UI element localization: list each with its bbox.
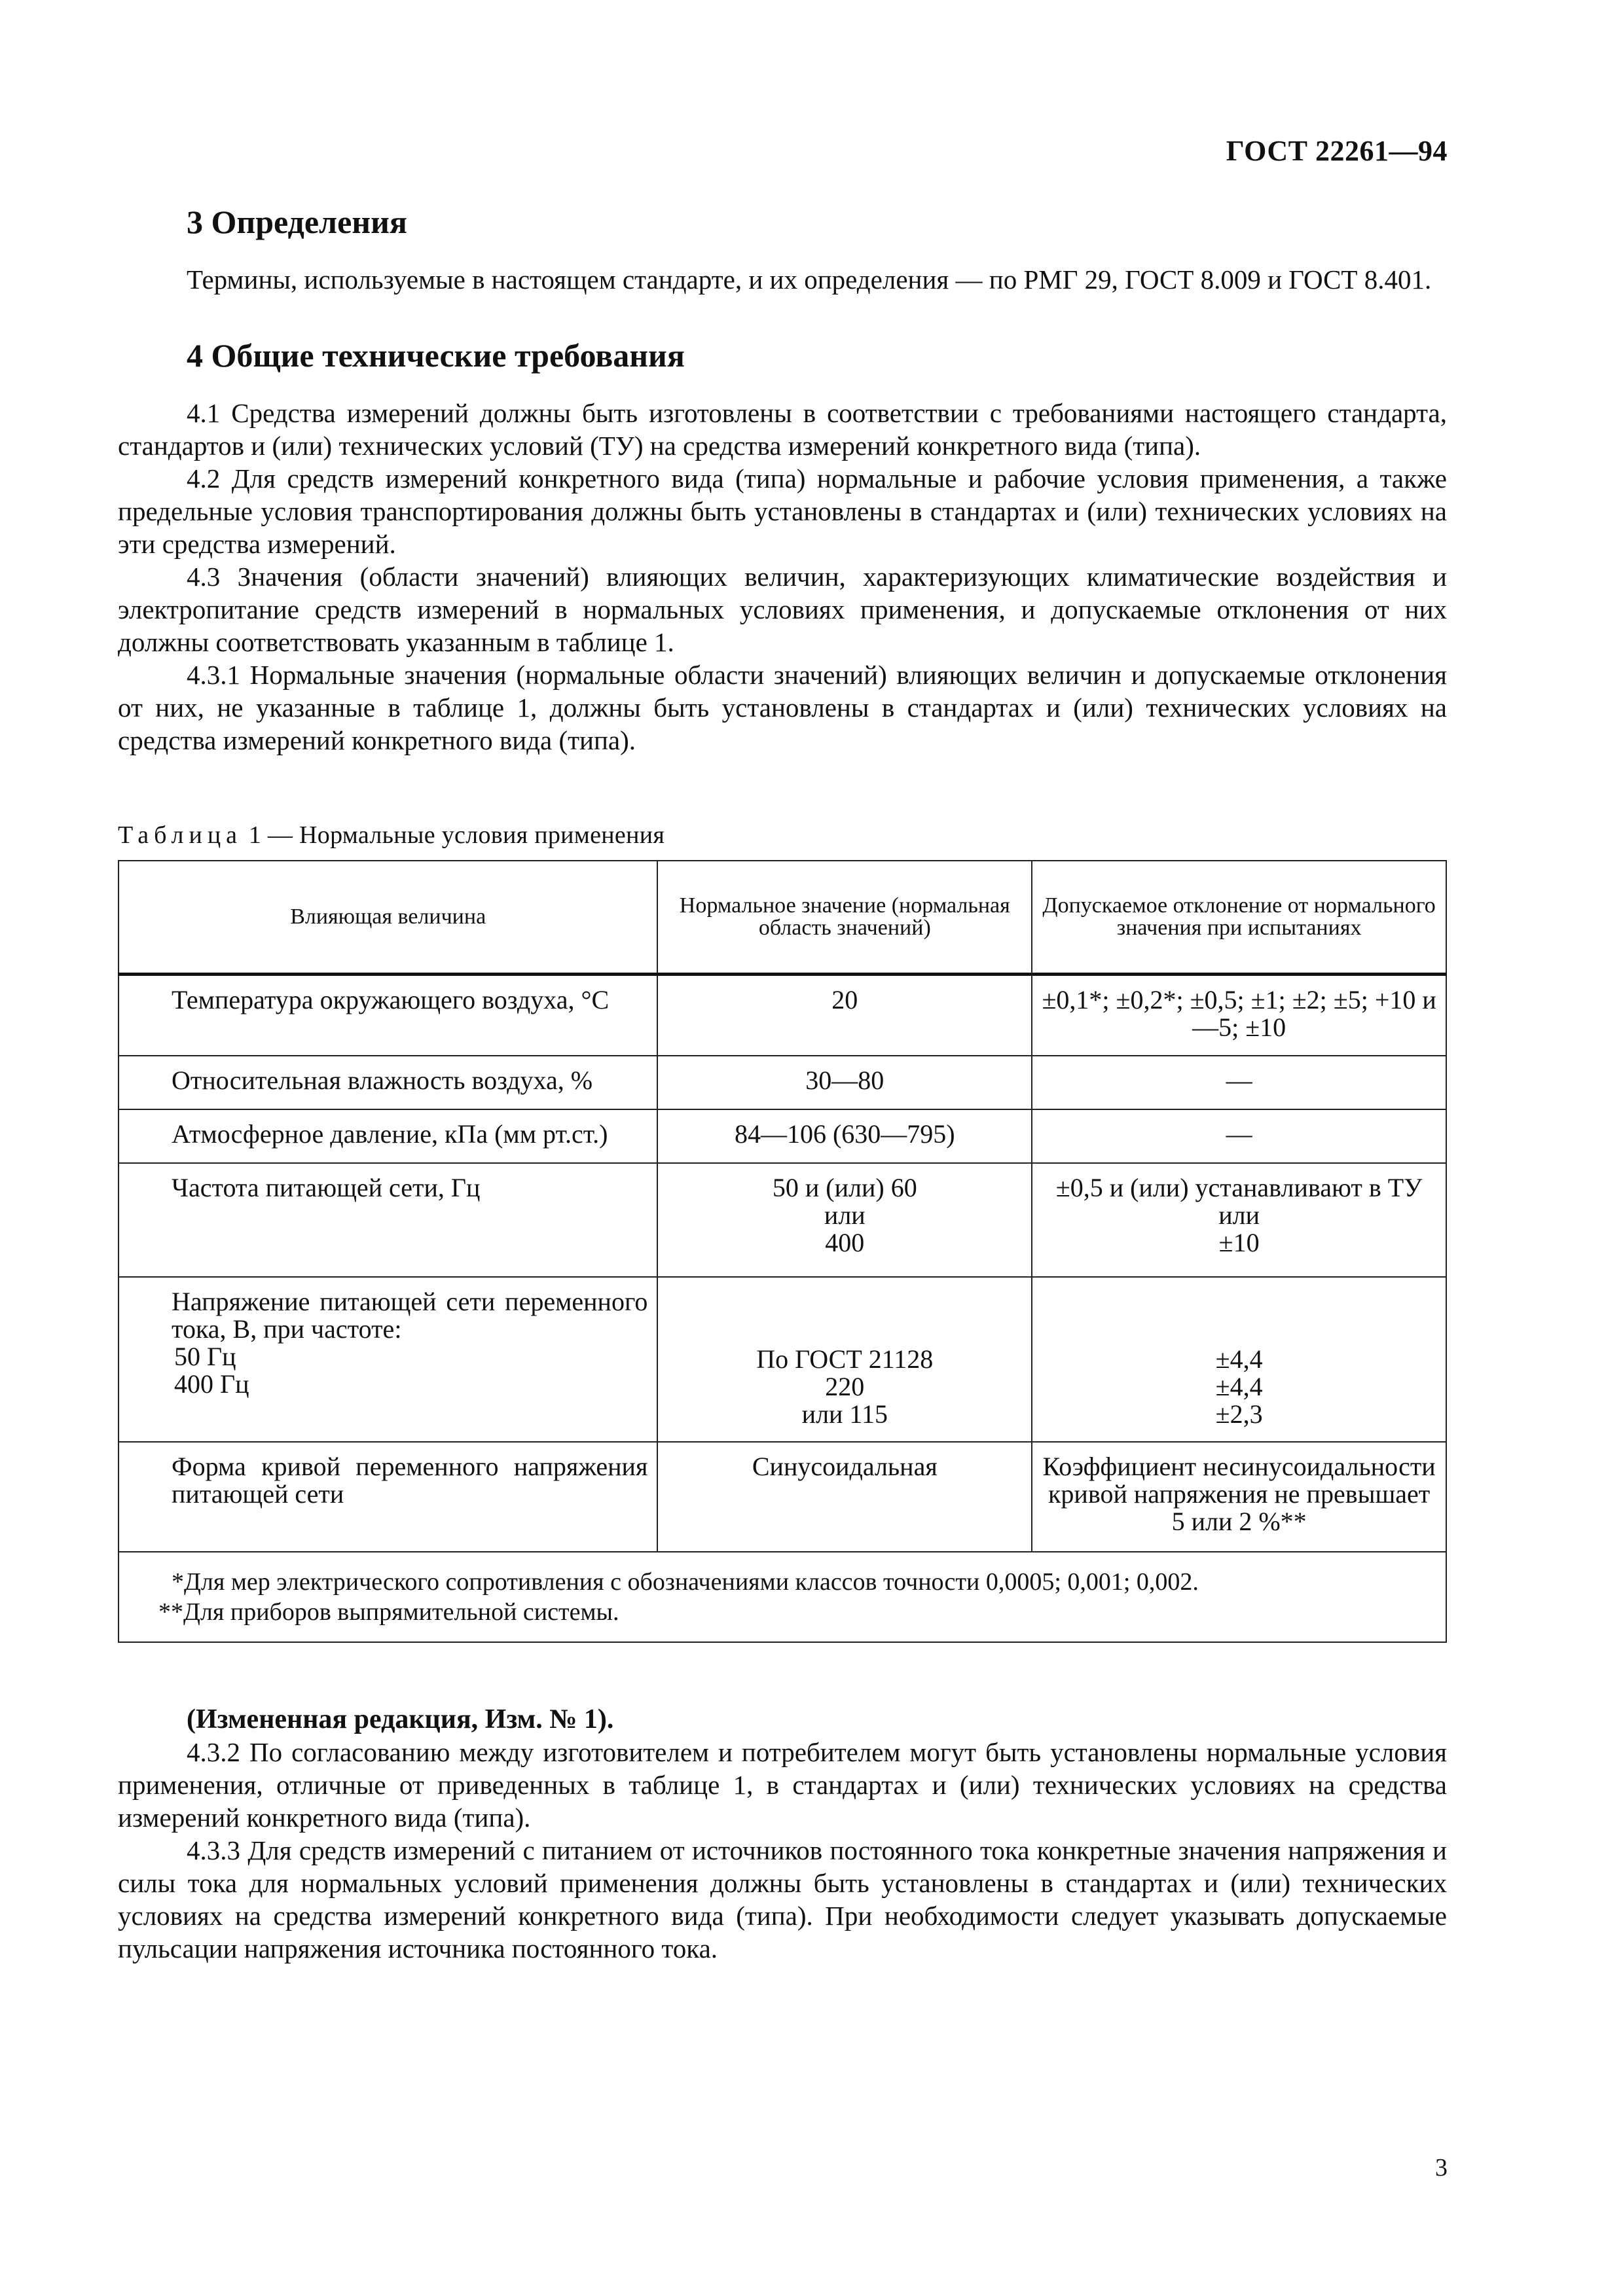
paragraph-4-3-2: 4.3.2 По согласованию между изготовителем и потребителем могут быть установлены нормальные условия применения, отличные от приведенных в таблице 1, в стандартах и (или) технических условиях на средства измерений конкретного вида (типа). [118, 1736, 1447, 1833]
cell-line: ±4,4 [1215, 1344, 1263, 1374]
section-definitions [118, 203, 1447, 296]
cell-line: 400 [825, 1227, 865, 1257]
table-caption-text: 1 — Нормальные условия применения [242, 821, 665, 849]
cell-normal: 20 [657, 975, 1032, 1056]
cell-deviation: — [1032, 1109, 1446, 1163]
cell-normal: 84—106 (630—795) [657, 1109, 1032, 1163]
table-row [119, 1056, 1446, 1109]
document-id: ГОСТ 22261—94 [1226, 135, 1448, 167]
cell-deviation [1032, 1163, 1446, 1277]
header-allowed-deviation: Допускаемое отклонение от нормального значения при испытаниях [1032, 861, 1446, 975]
header-influencing-quantity: Влияющая величина [119, 861, 657, 975]
paragraph-4-3-3: 4.3.3 Для средств измерений с питанием от источников постоянного тока конкретные значения напряжения и силы тока для нормальных условий применения должны быть установлены в стандартах и (или) технических условиях на средства измерений конкретного вида (типа). При необходимости следует указывать допускаемые пульсации напряжения источника постоянного тока. [118, 1835, 1447, 1964]
page-content [118, 203, 1447, 1965]
paragraph-4-3: 4.3 Значения (области значений) влияющих величин, характеризующих климатические воздействия и электропитание средств измерений в нормальных условиях применения, и допускаемые отклонения от них должны соответствовать указанным в таблице 1. [118, 562, 1447, 657]
footnote-2: **Для приборов выпрямительной системы. [158, 1598, 619, 1626]
cell-line: ±2,3 [1215, 1399, 1263, 1429]
cell-quantity: Частота питающей сети, Гц [119, 1163, 657, 1277]
table-row [119, 1442, 1446, 1552]
table-caption-word: Таблица [118, 821, 243, 849]
cell-deviation: — [1032, 1056, 1446, 1109]
paragraph-4-3-1: 4.3.1 Нормальные значения (нормальные области значений) влияющих величин и допускаемые отклонения от них, не указанные в таблице 1, должны быть установлены в стандартах и (или) технических условиях на средства измерений конкретного вида (типа). [118, 660, 1447, 755]
cell-normal: 30—80 [657, 1056, 1032, 1109]
cell-line: 400 Гц [174, 1369, 249, 1399]
conditions-table [118, 860, 1447, 1643]
footnotes-cell [119, 1552, 1446, 1642]
cell-quantity: Атмосферное давление, кПа (мм рт.ст.) [119, 1109, 657, 1163]
table-row [119, 1277, 1446, 1442]
header-normal-value: Нормальное значение (нормальная область значений) [657, 861, 1032, 975]
table-header-row [119, 861, 1446, 975]
cell-quantity: Температура окружающего воздуха, °С [119, 975, 657, 1056]
cell-deviation: ±0,1*; ±0,2*; ±0,5; ±1; ±2; ±5; +10 и —5; ±10 [1032, 975, 1446, 1056]
cell-quantity: Форма кривой переменного напряжения питающей сети [119, 1442, 657, 1552]
cell-line: ±4,4 [1215, 1371, 1263, 1401]
section-3-title: 3 Определения [187, 204, 407, 240]
cell-line: или [1218, 1200, 1260, 1230]
section-general-requirements [118, 336, 1447, 757]
table-footnotes-row [119, 1552, 1446, 1642]
cell-line: 50 и (или) 60 [772, 1172, 917, 1202]
page-number: 3 [1435, 2154, 1448, 2181]
cell-line: или 115 [801, 1399, 888, 1429]
cell-line: 220 [825, 1371, 865, 1401]
cell-line: Напряжение питающей сети переменного тока, В, при частоте: [172, 1286, 648, 1344]
cell-deviation [1032, 1277, 1446, 1442]
table-row [119, 1163, 1446, 1277]
cell-quantity [119, 1277, 657, 1442]
paragraph-4-2: 4.2 Для средств измерений конкретного вида (типа) нормальные и рабочие условия применения, а также предельные условия транспортирования должны быть установлены в стандартах и (или) технических условиях на эти средства измерений. [118, 463, 1447, 559]
cell-line: 50 Гц [174, 1341, 236, 1371]
table-row [119, 1109, 1446, 1163]
cell-line: ±0,5 и (или) устанавливают в ТУ [1055, 1172, 1423, 1202]
section-4-title: 4 Общие технические требования [187, 337, 685, 374]
cell-line: По ГОСТ 21128 [756, 1344, 934, 1374]
cell-normal: Синусоидальная [657, 1442, 1032, 1552]
cell-line: или [824, 1200, 866, 1230]
cell-quantity: Относительная влажность воздуха, % [119, 1056, 657, 1109]
amendment-note: (Измененная редакция, Изм. № 1). [187, 1704, 614, 1734]
cell-deviation: Коэффициент несинусоидальности кривой напряжения не превышает 5 или 2 %** [1032, 1442, 1446, 1552]
table-row [119, 975, 1446, 1056]
cell-line: ±10 [1218, 1227, 1260, 1257]
section-3-text: Термины, используемые в настоящем стандарте, и их определения — по РМГ 29, ГОСТ 8.009 и ГОСТ 8.401. [187, 264, 1432, 295]
cell-normal [657, 1277, 1032, 1442]
cell-normal [657, 1163, 1032, 1277]
footnote-1: *Для мер электрического сопротивления с обозначениями классов точности 0,0005; 0,001; 0,002. [172, 1568, 1199, 1596]
table-caption [118, 821, 1447, 850]
paragraph-4-1: 4.1 Средства измерений должны быть изготовлены в соответствии с требованиями настоящего стандарта, стандартов и (или) технических условий (ТУ) на средства измерений конкретного вида (типа). [118, 398, 1447, 461]
